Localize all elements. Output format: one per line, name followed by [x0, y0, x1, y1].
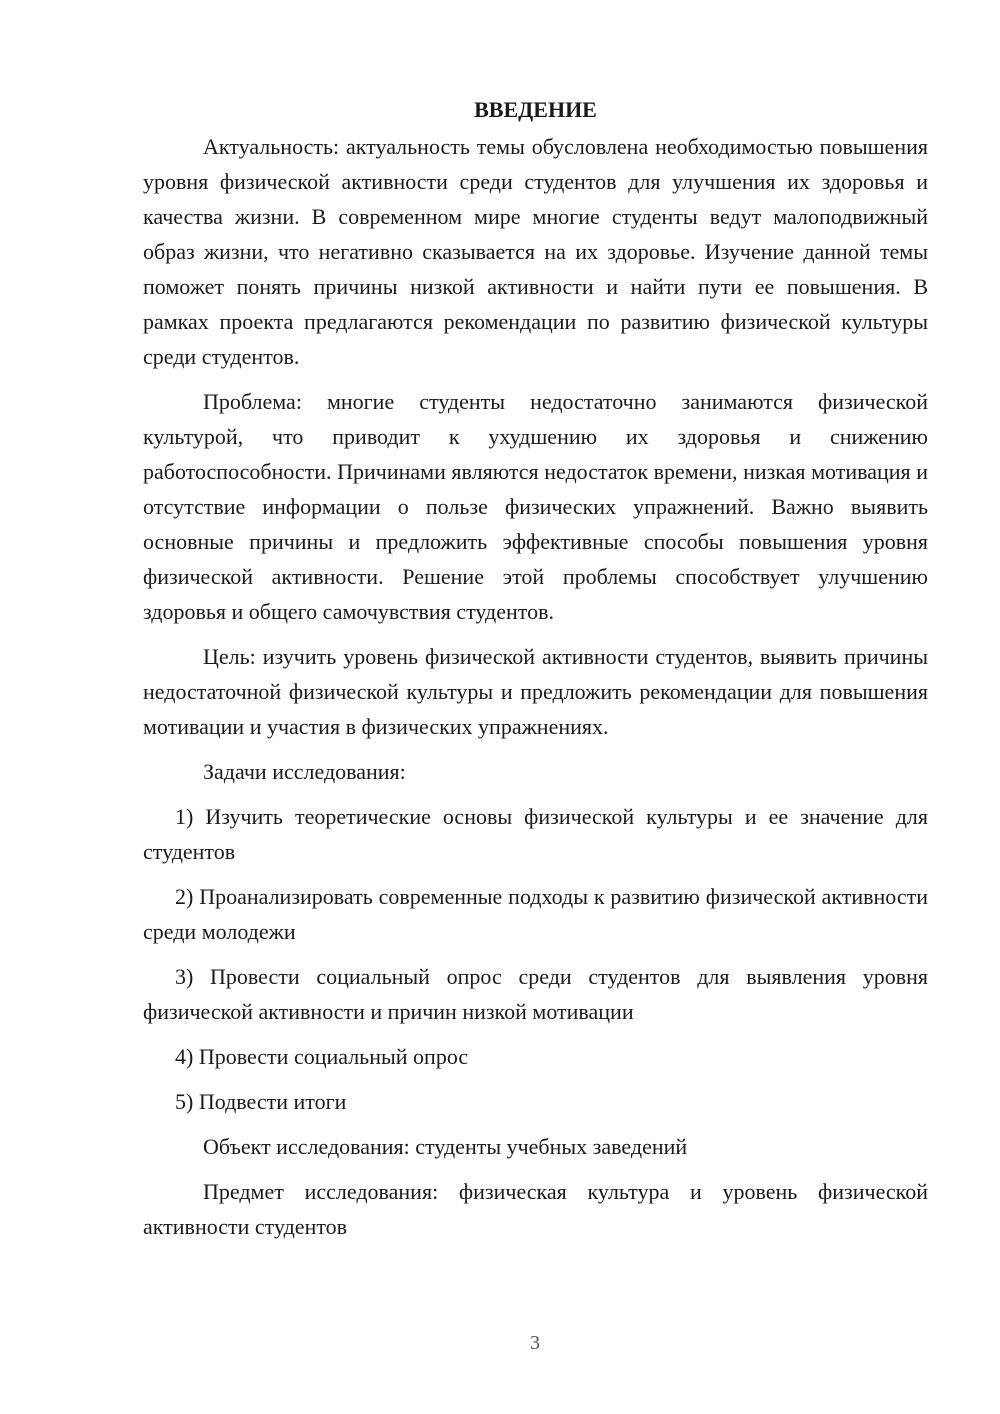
task-item-2: 2) Проанализировать современные подходы к развитию физической активности среди молодежи: [143, 884, 928, 944]
paragraph-relevance: Актуальность: актуальность темы обусловлена необходимостью повышения уровня физической активности среди студентов для улучшения их здоровья и качества жизни. В современном мире многие студенты ведут малоподвижный образ жизни, что негативно сказывается на их здоровье. Изучение данной темы поможет понять причины низкой активности и найти пути ее повышения. В рамках проекта предлагаются рекомендации по развитию физической культуры среди студентов.: [143, 134, 928, 369]
section-title: ВВЕДЕНИЕ: [474, 97, 597, 122]
task-item-4: 4) Провести социальный опрос: [175, 1044, 469, 1069]
research-object: Объект исследования: студенты учебных заведений: [203, 1134, 688, 1159]
task-item-5: 5) Подвести итоги: [175, 1089, 347, 1114]
document-page: [143, 92, 928, 1254]
task-item-1: 1) Изучить теоретические основы физической культуры и ее значение для студентов: [143, 804, 928, 864]
page-number: 3: [530, 1332, 540, 1354]
tasks-heading: Задачи исследования:: [203, 759, 406, 784]
research-subject: Предмет исследования: физическая культура и уровень физической активности студентов: [143, 1179, 928, 1239]
paragraph-problem: Проблема: многие студенты недостаточно занимаются физической культурой, что приводит к ухудшению их здоровья и снижению работоспособности. Причинами являются недостаток времени, низкая мотивация и отсутствие информации о пользе физических упражнений. Важно выявить основные причины и предложить эффективные способы повышения уровня физической активности. Решение этой проблемы способствует улучшению здоровья и общего самочувствия студентов.: [143, 389, 928, 624]
task-item-3: 3) Провести социальный опрос среди студентов для выявления уровня физической активности и причин низкой мотивации: [143, 964, 928, 1024]
paragraph-goal: Цель: изучить уровень физической активности студентов, выявить причины недостаточной физической культуры и предложить рекомендации для повышения мотивации и участия в физических упражнениях.: [143, 644, 928, 739]
